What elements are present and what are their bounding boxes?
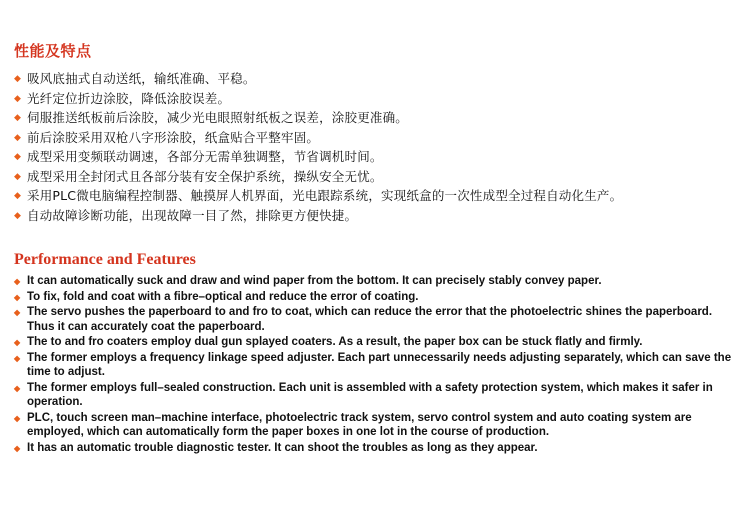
diamond-bullet-icon: ◆ xyxy=(14,132,22,143)
list-item-text: The former employs full–sealed construction. Each unit is assembled with a safety protection system, which makes it safer in operation. xyxy=(27,381,713,408)
list-item xyxy=(14,274,736,289)
diamond-bullet-icon: ◆ xyxy=(14,292,21,302)
list-item xyxy=(14,411,736,440)
diamond-bullet-icon: ◆ xyxy=(14,152,22,162)
list-item-text: 自动故障诊断功能，出现故障一目了然，排除更方便快捷。 xyxy=(27,207,358,223)
list-item-text: 成型采用全封闭式且各部分装有安全保护系统，操纵安全无忧。 xyxy=(27,168,383,184)
list-item-text: The former employs a frequency linkage speed adjuster. Each part unnecessarily needs adjusting separately, which can save the time to adjust. xyxy=(27,351,732,378)
list-item-text: 前后涂胶采用双枪八字形涂胶，纸盒贴合平整牢固。 xyxy=(27,129,320,145)
list-item xyxy=(14,186,736,206)
diamond-bullet-icon: ◆ xyxy=(14,74,22,84)
list-item-text: To fix, fold and coat with a fibre–optical and reduce the error of coating. xyxy=(27,290,419,303)
list-item xyxy=(14,290,736,305)
diamond-bullet-icon: ◆ xyxy=(14,413,21,423)
diamond-bullet-icon: ◆ xyxy=(14,113,22,123)
list-item xyxy=(14,108,736,128)
list-item xyxy=(14,441,736,456)
list-item xyxy=(14,147,736,167)
list-item-text: 吸风底抽式自动送纸，输纸准确、平稳。 xyxy=(27,71,256,86)
list-item-text: The servo pushes the paperboard to and fro to coat, which can reduce the error that the photoelectric shines the paperboard. Thus it can accurately coat the paperboard. xyxy=(27,306,713,333)
list-item xyxy=(14,128,736,148)
page-title-english: Performance and Features xyxy=(14,251,196,268)
section-chinese xyxy=(14,40,736,225)
list-item xyxy=(14,89,736,109)
diamond-bullet-icon: ◆ xyxy=(14,210,22,221)
diamond-bullet-icon: ◆ xyxy=(14,191,22,201)
list-item xyxy=(14,167,736,187)
diamond-bullet-icon: ◆ xyxy=(14,171,22,182)
section-english xyxy=(14,251,736,455)
list-item xyxy=(14,305,736,334)
list-item xyxy=(14,381,736,410)
list-item-text: 成型采用变频联动调速，各部分无需单独调整，节省调机时间。 xyxy=(27,149,383,164)
diamond-bullet-icon: ◆ xyxy=(14,277,21,286)
list-item-text: The to and fro coaters employ dual gun splayed coaters. As a result, the paper box can be stuck flatly and firmly. xyxy=(27,336,643,348)
diamond-bullet-icon: ◆ xyxy=(14,93,22,104)
list-item xyxy=(14,69,736,89)
diamond-bullet-icon: ◆ xyxy=(14,353,21,363)
diamond-bullet-icon: ◆ xyxy=(14,383,21,393)
diamond-bullet-icon: ◆ xyxy=(14,338,21,347)
list-item-text: 光纤定位折边涂胶，降低涂胶误差。 xyxy=(27,90,231,106)
list-item xyxy=(14,206,736,226)
feature-list-chinese xyxy=(14,69,736,225)
list-item xyxy=(14,335,736,350)
diamond-bullet-icon: ◆ xyxy=(14,308,21,317)
diamond-bullet-icon: ◆ xyxy=(14,443,21,453)
feature-list-english xyxy=(14,274,736,455)
list-item-text: 采用PLC微电脑编程控制器、触摸屏人机界面，光电跟踪系统，实现纸盒的一次性成型全过程自动化生产。 xyxy=(27,188,623,203)
list-item-text: PLC, touch screen man–machine interface, photoelectric track system, servo control system and auto coating system are employed, which can automatically form the paper boxes in one lot in the course of production. xyxy=(27,411,692,438)
list-item xyxy=(14,351,736,380)
list-item-text: 伺服推送纸板前后涂胶，减少光电眼照射纸板之误差，涂胶更准确。 xyxy=(27,110,409,125)
list-item-text: It can automatically suck and draw and wind paper from the bottom. It can precisely stably convey paper. xyxy=(27,275,602,287)
page-title-chinese: 性能及特点 xyxy=(14,42,92,60)
list-item-text: It has an automatic trouble diagnostic tester. It can shoot the troubles as long as they appear. xyxy=(27,441,538,454)
